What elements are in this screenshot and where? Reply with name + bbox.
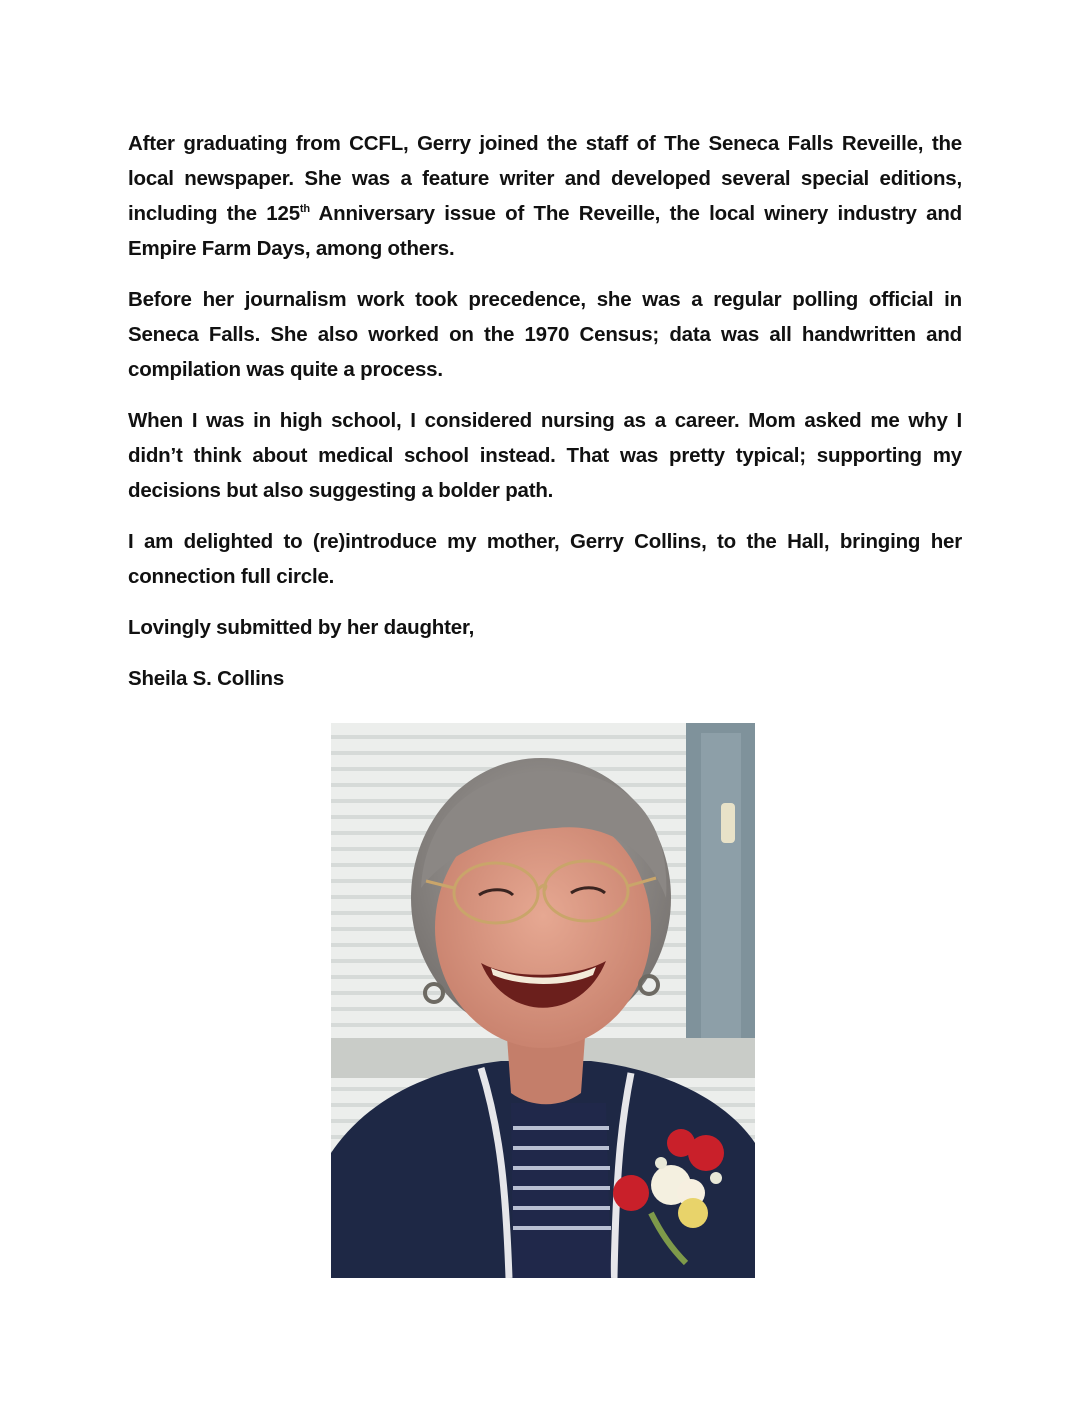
ordinal-superscript: th	[299, 203, 310, 216]
paragraph-text-part-2: Anniversary issue of The Reveille, the local winery industry and Empire Farm Days, among others.	[128, 202, 962, 260]
paragraph-introduction: I am delighted to (re)introduce my mother, Gerry Collins, to the Hall, bringing her connection full circle.	[128, 530, 962, 588]
signature: Sheila S. Collins	[128, 667, 285, 690]
paragraph-polling-census: Before her journalism work took precedence, she was a regular polling official in Seneca Falls. She also worked on the 1970 Census; data was all handwritten and compilation was quite a process.	[128, 288, 962, 381]
portrait-photo	[331, 723, 755, 1278]
closing-line: Lovingly submitted by her daughter,	[128, 616, 475, 639]
paragraph-ccfl-reveille	[128, 126, 962, 266]
paragraph-text-part-1: After graduating from CCFL, Gerry joined the staff of The Seneca Falls Reveille, the local newspaper. She was a feature writer and developed several special editions, including the 125	[128, 132, 962, 225]
document-body	[128, 126, 962, 712]
paragraph-nursing-career: When I was in high school, I considered nursing as a career. Mom asked me why I didn’t think about medical school instead. That was pretty typical; supporting my decisions but also suggesting a bolder path.	[128, 409, 962, 502]
portrait-photo-illustration	[331, 723, 755, 1278]
